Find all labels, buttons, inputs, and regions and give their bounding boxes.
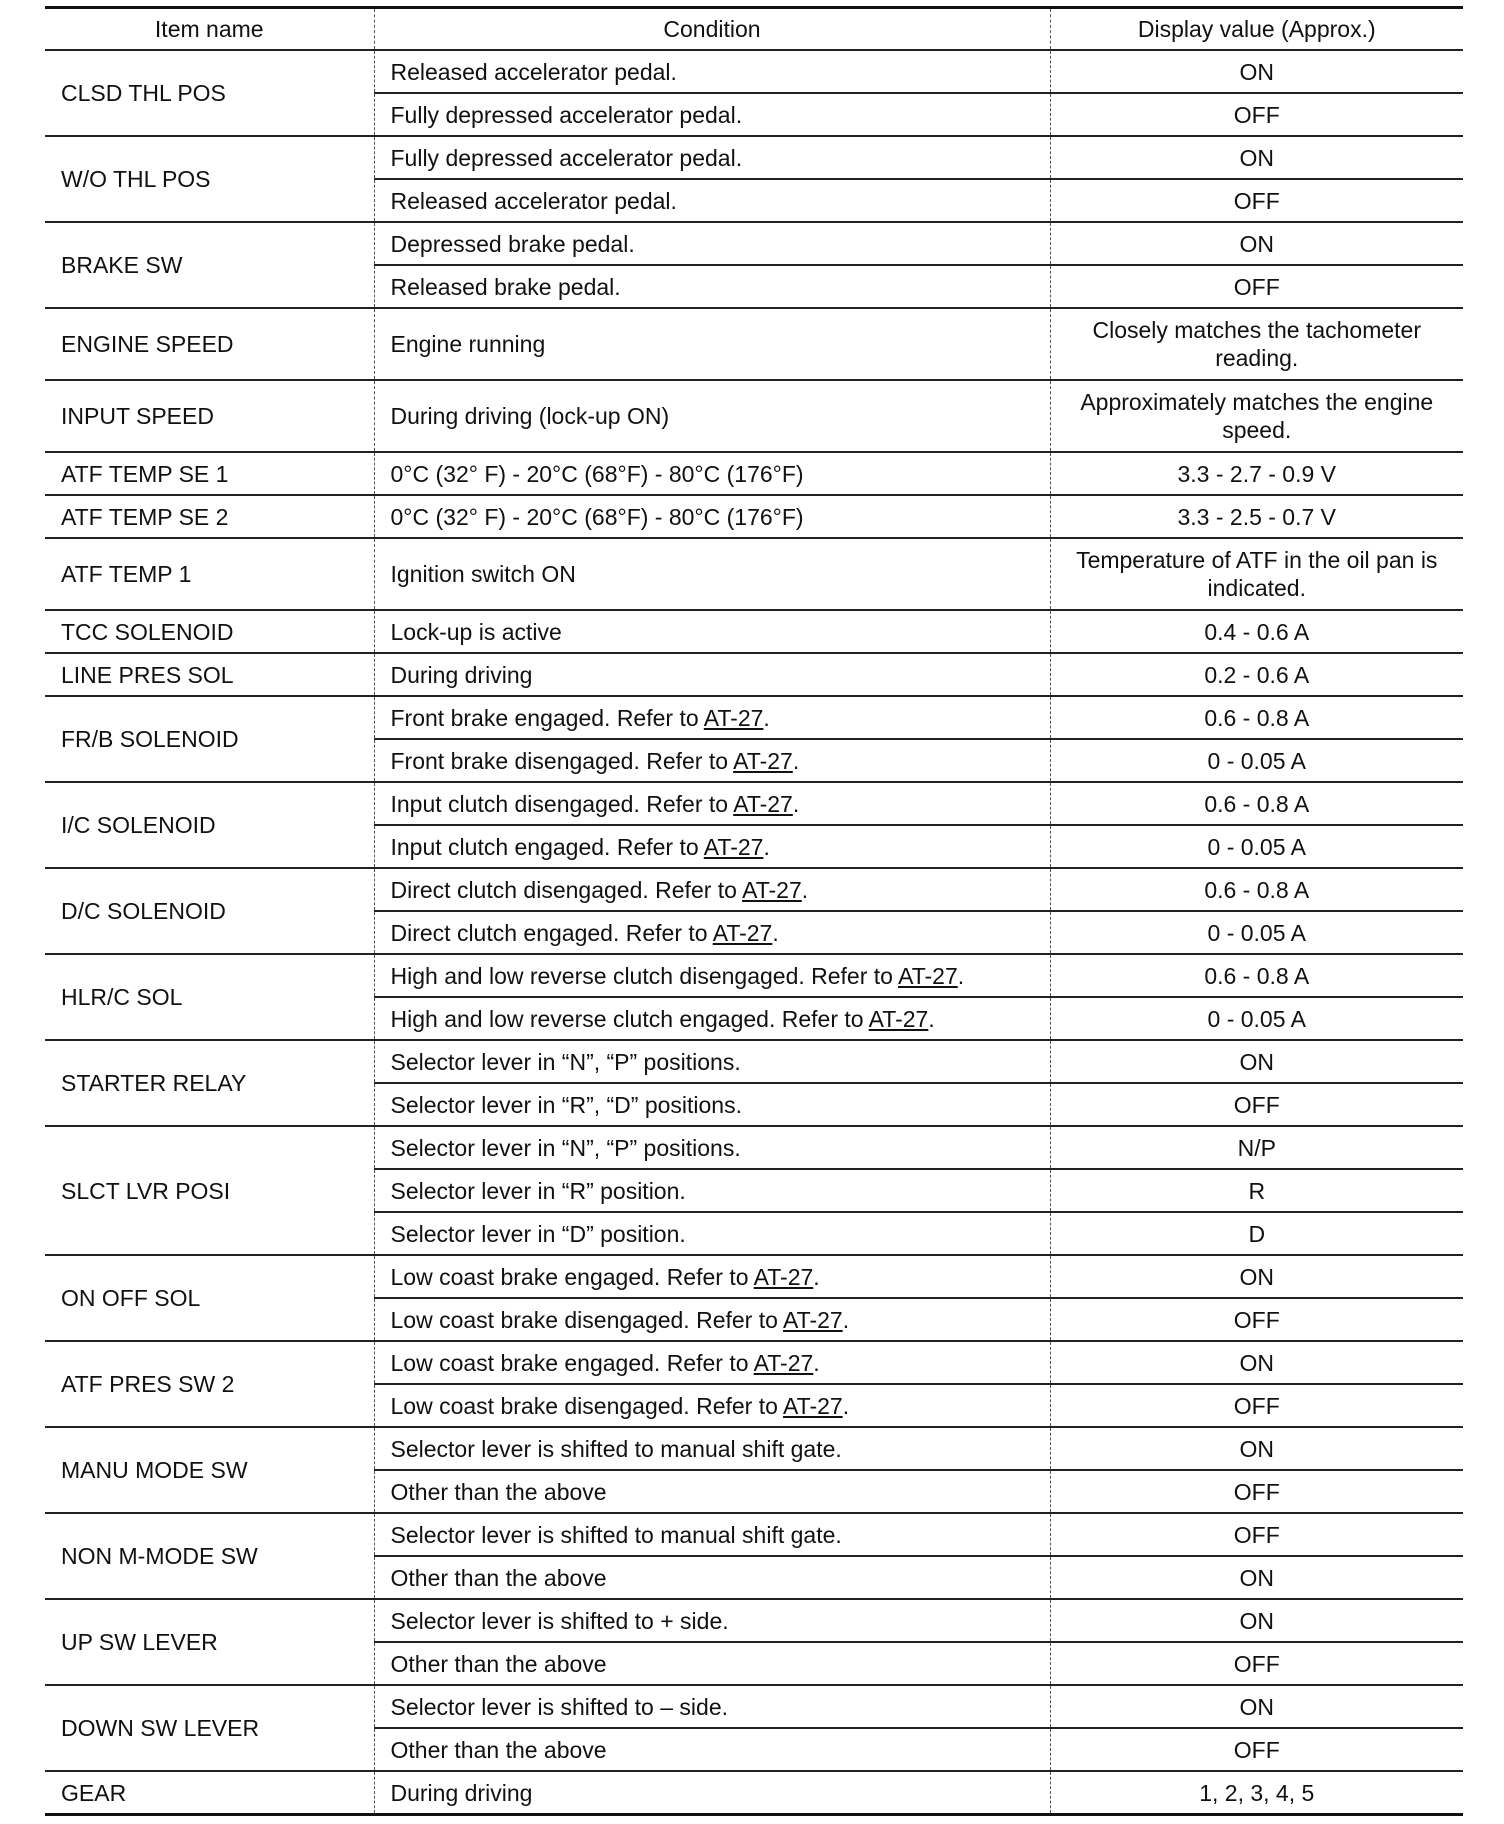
table-body bbox=[45, 50, 1463, 1815]
item-name-cell: ON OFF SOL bbox=[45, 1255, 374, 1341]
condition-text: Selector lever is shifted to manual shift gate. bbox=[390, 1435, 842, 1462]
table-row bbox=[45, 1771, 1463, 1815]
table-row bbox=[45, 1341, 1463, 1384]
item-name-cell: SLCT LVR POSI bbox=[45, 1126, 374, 1255]
condition-cell bbox=[374, 1341, 1050, 1384]
display-value-cell: OFF bbox=[1050, 1470, 1463, 1513]
condition-text: Fully depressed accelerator pedal. bbox=[390, 144, 743, 171]
reference-link[interactable]: AT-27 bbox=[783, 1392, 843, 1419]
table-row bbox=[45, 954, 1463, 997]
reference-period: . bbox=[813, 1263, 820, 1290]
item-name-cell: CLSD THL POS bbox=[45, 50, 374, 136]
reference-link[interactable]: AT-27 bbox=[703, 833, 764, 860]
reference-period: . bbox=[957, 962, 965, 989]
condition-cell bbox=[374, 825, 1050, 868]
reference-period: . bbox=[763, 833, 770, 860]
reference-link[interactable]: AT-27 bbox=[742, 876, 802, 903]
table-row bbox=[45, 868, 1463, 911]
display-value-cell: OFF bbox=[1050, 1642, 1463, 1685]
reference-period: . bbox=[772, 919, 779, 946]
condition-cell bbox=[374, 380, 1050, 452]
reference-link[interactable]: AT-27 bbox=[753, 1263, 814, 1290]
display-value-cell: 0 - 0.05 A bbox=[1050, 997, 1463, 1040]
item-name-cell: I/C SOLENOID bbox=[45, 782, 374, 868]
display-value-cell: 1, 2, 3, 4, 5 bbox=[1050, 1771, 1463, 1815]
item-name-cell: ATF TEMP SE 2 bbox=[45, 495, 374, 538]
table-row bbox=[45, 136, 1463, 179]
condition-text: Released brake pedal. bbox=[390, 273, 621, 300]
display-value-cell: 3.3 - 2.5 - 0.7 V bbox=[1050, 495, 1463, 538]
condition-cell bbox=[374, 610, 1050, 653]
condition-cell bbox=[374, 911, 1050, 954]
condition-cell bbox=[374, 653, 1050, 696]
display-value-cell: OFF bbox=[1050, 1513, 1463, 1556]
table-row bbox=[45, 610, 1463, 653]
table-row bbox=[45, 308, 1463, 380]
display-value-table bbox=[45, 6, 1463, 1816]
condition-cell bbox=[374, 1255, 1050, 1298]
display-value-cell: OFF bbox=[1050, 1083, 1463, 1126]
item-name-cell: ATF PRES SW 2 bbox=[45, 1341, 374, 1427]
condition-text: Selector lever is shifted to + side. bbox=[390, 1607, 729, 1634]
display-value-cell: ON bbox=[1050, 1427, 1463, 1470]
condition-cell bbox=[374, 452, 1050, 495]
reference-period: . bbox=[763, 704, 770, 731]
table-row bbox=[45, 452, 1463, 495]
reference-period: . bbox=[928, 1005, 935, 1032]
display-value-cell: 0.6 - 0.8 A bbox=[1050, 868, 1463, 911]
condition-cell bbox=[374, 179, 1050, 222]
table-row bbox=[45, 538, 1463, 610]
condition-text: Selector lever in “R” position. bbox=[390, 1177, 686, 1204]
condition-text: Ignition switch ON bbox=[390, 561, 576, 587]
table-row bbox=[45, 782, 1463, 825]
condition-text: Front brake engaged. Refer to bbox=[390, 704, 704, 731]
display-value-cell: Temperature of ATF in the oil pan is indicated. bbox=[1050, 538, 1463, 610]
display-value-cell: OFF bbox=[1050, 1298, 1463, 1341]
display-value-cell: 0.6 - 0.8 A bbox=[1050, 954, 1463, 997]
condition-text: Selector lever in “N”, “P” positions. bbox=[390, 1134, 741, 1161]
condition-text: During driving (lock-up ON) bbox=[390, 403, 670, 429]
reference-link[interactable]: AT-27 bbox=[753, 1349, 814, 1376]
condition-text: Selector lever in “N”, “P” positions. bbox=[390, 1048, 741, 1075]
display-value-cell: ON bbox=[1050, 1255, 1463, 1298]
condition-cell bbox=[374, 997, 1050, 1040]
condition-text: Engine running bbox=[390, 331, 546, 357]
condition-cell bbox=[374, 1771, 1050, 1815]
condition-text: Input clutch engaged. Refer to bbox=[390, 833, 704, 860]
condition-text: Selector lever is shifted to – side. bbox=[390, 1693, 728, 1720]
condition-text: Lock-up is active bbox=[390, 618, 562, 645]
display-value-cell: 0 - 0.05 A bbox=[1050, 825, 1463, 868]
condition-text: High and low reverse clutch disengaged. Refer to bbox=[390, 962, 899, 989]
condition-text: Selector lever in “D” position. bbox=[390, 1220, 686, 1247]
reference-link[interactable]: AT-27 bbox=[733, 747, 793, 774]
condition-cell bbox=[374, 50, 1050, 93]
condition-cell bbox=[374, 868, 1050, 911]
display-value-cell: N/P bbox=[1050, 1126, 1463, 1169]
reference-period: . bbox=[792, 747, 800, 774]
condition-text: Other than the above bbox=[390, 1478, 607, 1505]
condition-cell bbox=[374, 1040, 1050, 1083]
display-value-cell: R bbox=[1050, 1169, 1463, 1212]
condition-cell bbox=[374, 1728, 1050, 1771]
condition-cell bbox=[374, 1685, 1050, 1728]
condition-cell bbox=[374, 1083, 1050, 1126]
item-name-cell: GEAR bbox=[45, 1771, 374, 1815]
condition-text: Low coast brake engaged. Refer to bbox=[390, 1263, 754, 1290]
condition-cell bbox=[374, 1470, 1050, 1513]
table-row bbox=[45, 1255, 1463, 1298]
item-name-cell: INPUT SPEED bbox=[45, 380, 374, 452]
reference-link[interactable]: AT-27 bbox=[703, 704, 764, 731]
display-value-cell: OFF bbox=[1050, 265, 1463, 308]
condition-cell bbox=[374, 1642, 1050, 1685]
item-name-cell: MANU MODE SW bbox=[45, 1427, 374, 1513]
table-row bbox=[45, 1513, 1463, 1556]
item-name-cell: D/C SOLENOID bbox=[45, 868, 374, 954]
header-display-value: Display value (Approx.) bbox=[1050, 8, 1463, 51]
reference-period: . bbox=[842, 1392, 850, 1419]
condition-cell bbox=[374, 782, 1050, 825]
reference-link[interactable]: AT-27 bbox=[783, 1306, 843, 1333]
condition-cell bbox=[374, 136, 1050, 179]
condition-cell bbox=[374, 308, 1050, 380]
display-value-cell: ON bbox=[1050, 222, 1463, 265]
condition-text: High and low reverse clutch engaged. Refer to bbox=[390, 1005, 869, 1032]
reference-period: . bbox=[842, 1306, 850, 1333]
reference-period: . bbox=[801, 876, 809, 903]
table-header-row bbox=[45, 8, 1463, 51]
display-value-cell: ON bbox=[1050, 1685, 1463, 1728]
reference-link[interactable]: AT-27 bbox=[868, 1005, 929, 1032]
condition-text: During driving bbox=[390, 661, 533, 688]
reference-period: . bbox=[813, 1349, 820, 1376]
condition-text: Other than the above bbox=[390, 1736, 607, 1763]
display-value-cell: ON bbox=[1050, 50, 1463, 93]
condition-text: Fully depressed accelerator pedal. bbox=[390, 101, 743, 128]
reference-period: . bbox=[792, 790, 800, 817]
condition-text: Selector lever is shifted to manual shift gate. bbox=[390, 1521, 842, 1548]
item-name-cell: W/O THL POS bbox=[45, 136, 374, 222]
table-row bbox=[45, 653, 1463, 696]
display-value-cell: 0.2 - 0.6 A bbox=[1050, 653, 1463, 696]
condition-cell bbox=[374, 265, 1050, 308]
item-name-cell: ATF TEMP SE 1 bbox=[45, 452, 374, 495]
display-value-cell: 0.6 - 0.8 A bbox=[1050, 696, 1463, 739]
item-name-cell: FR/B SOLENOID bbox=[45, 696, 374, 782]
display-value-cell: Closely matches the tachometer reading. bbox=[1050, 308, 1463, 380]
condition-cell bbox=[374, 495, 1050, 538]
condition-cell bbox=[374, 739, 1050, 782]
condition-cell bbox=[374, 1513, 1050, 1556]
display-value-cell: OFF bbox=[1050, 1728, 1463, 1771]
table-row bbox=[45, 380, 1463, 452]
reference-link[interactable]: AT-27 bbox=[712, 919, 773, 946]
condition-text: Direct clutch engaged. Refer to bbox=[390, 919, 713, 946]
item-name-cell: HLR/C SOL bbox=[45, 954, 374, 1040]
display-value-cell: OFF bbox=[1050, 93, 1463, 136]
condition-text: Low coast brake disengaged. Refer to bbox=[390, 1306, 784, 1333]
condition-text: Other than the above bbox=[390, 1564, 607, 1591]
display-value-cell: ON bbox=[1050, 1556, 1463, 1599]
item-name-cell: LINE PRES SOL bbox=[45, 653, 374, 696]
table-row bbox=[45, 222, 1463, 265]
display-value-cell: ON bbox=[1050, 1341, 1463, 1384]
condition-cell bbox=[374, 696, 1050, 739]
condition-text: Released accelerator pedal. bbox=[390, 58, 677, 85]
item-name-cell: BRAKE SW bbox=[45, 222, 374, 308]
display-value-cell: 0.4 - 0.6 A bbox=[1050, 610, 1463, 653]
table-row bbox=[45, 1685, 1463, 1728]
reference-link[interactable]: AT-27 bbox=[898, 962, 958, 989]
item-name-cell: TCC SOLENOID bbox=[45, 610, 374, 653]
condition-cell bbox=[374, 1126, 1050, 1169]
condition-cell bbox=[374, 93, 1050, 136]
display-value-cell: 0 - 0.05 A bbox=[1050, 739, 1463, 782]
display-value-cell: D bbox=[1050, 1212, 1463, 1255]
display-value-cell: 3.3 - 2.7 - 0.9 V bbox=[1050, 452, 1463, 495]
condition-cell bbox=[374, 1212, 1050, 1255]
condition-text: Depressed brake pedal. bbox=[390, 230, 635, 257]
table-row bbox=[45, 696, 1463, 739]
condition-cell bbox=[374, 954, 1050, 997]
display-value-cell: OFF bbox=[1050, 179, 1463, 222]
item-name-cell: ATF TEMP 1 bbox=[45, 538, 374, 610]
display-value-cell: Approximately matches the engine speed. bbox=[1050, 380, 1463, 452]
condition-cell bbox=[374, 1427, 1050, 1470]
display-value-cell: 0.6 - 0.8 A bbox=[1050, 782, 1463, 825]
condition-text: Direct clutch disengaged. Refer to bbox=[390, 876, 743, 903]
condition-cell bbox=[374, 1556, 1050, 1599]
display-value-cell: ON bbox=[1050, 136, 1463, 179]
table-row bbox=[45, 1040, 1463, 1083]
item-name-cell: DOWN SW LEVER bbox=[45, 1685, 374, 1771]
condition-text: Selector lever in “R”, “D” positions. bbox=[390, 1091, 742, 1118]
table-row bbox=[45, 50, 1463, 93]
item-name-cell: UP SW LEVER bbox=[45, 1599, 374, 1685]
condition-cell bbox=[374, 538, 1050, 610]
display-value-cell: 0 - 0.05 A bbox=[1050, 911, 1463, 954]
display-value-cell: ON bbox=[1050, 1599, 1463, 1642]
condition-cell bbox=[374, 1298, 1050, 1341]
condition-text: Front brake disengaged. Refer to bbox=[390, 747, 734, 774]
item-name-cell: NON M-MODE SW bbox=[45, 1513, 374, 1599]
table-row bbox=[45, 1126, 1463, 1169]
condition-text: 0°C (32° F) - 20°C (68°F) - 80°C (176°F) bbox=[390, 460, 804, 487]
display-value-cell: ON bbox=[1050, 1040, 1463, 1083]
condition-text: Other than the above bbox=[390, 1650, 607, 1677]
condition-cell bbox=[374, 222, 1050, 265]
header-item-name: Item name bbox=[45, 8, 374, 51]
header-condition: Condition bbox=[374, 8, 1050, 51]
table-row bbox=[45, 1427, 1463, 1470]
condition-text: Released accelerator pedal. bbox=[390, 187, 677, 214]
condition-text: Input clutch disengaged. Refer to bbox=[390, 790, 734, 817]
display-value-cell: OFF bbox=[1050, 1384, 1463, 1427]
item-name-cell: STARTER RELAY bbox=[45, 1040, 374, 1126]
condition-text: Low coast brake engaged. Refer to bbox=[390, 1349, 754, 1376]
condition-cell bbox=[374, 1384, 1050, 1427]
table-row bbox=[45, 495, 1463, 538]
condition-text: Low coast brake disengaged. Refer to bbox=[390, 1392, 784, 1419]
condition-cell bbox=[374, 1599, 1050, 1642]
table-row bbox=[45, 1599, 1463, 1642]
reference-link[interactable]: AT-27 bbox=[733, 790, 793, 817]
condition-text: 0°C (32° F) - 20°C (68°F) - 80°C (176°F) bbox=[390, 503, 804, 530]
condition-cell bbox=[374, 1169, 1050, 1212]
condition-text: During driving bbox=[390, 1779, 533, 1806]
item-name-cell: ENGINE SPEED bbox=[45, 308, 374, 380]
